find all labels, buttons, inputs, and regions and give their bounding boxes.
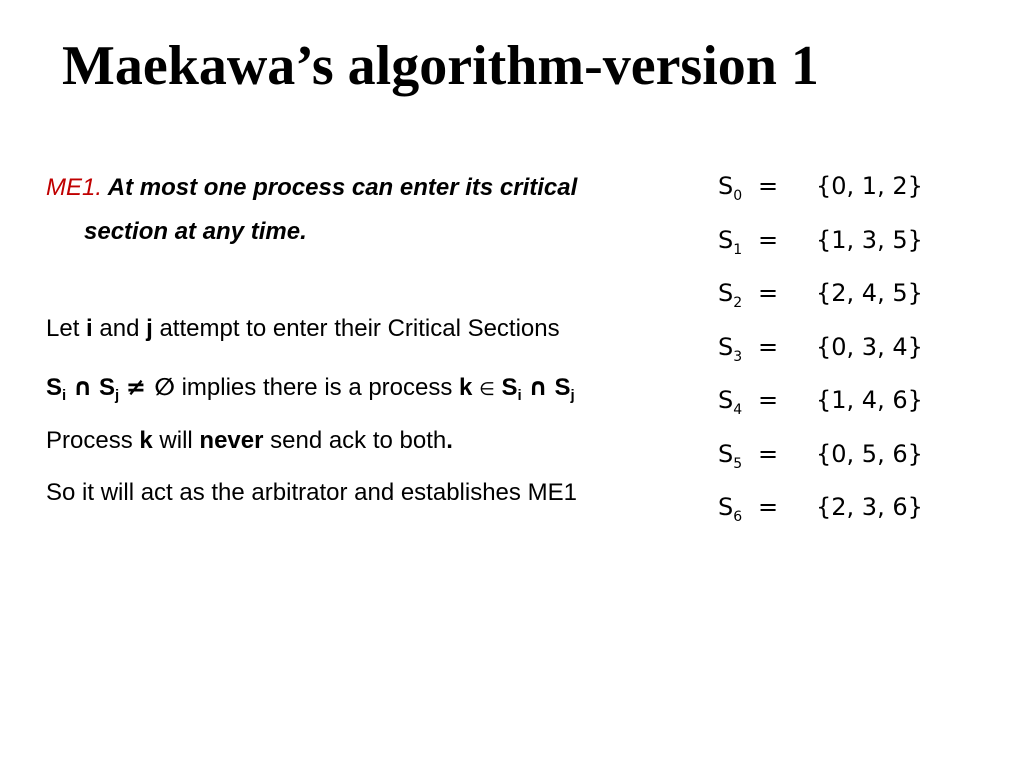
let-rest: attempt to enter their Critical Sections <box>159 315 560 342</box>
set-letter: S <box>718 172 734 200</box>
me1-statement <box>46 166 696 254</box>
intersection-rhs <box>501 373 575 404</box>
set-letter: S <box>718 439 734 468</box>
set-s-j-letter-2: S <box>554 374 571 401</box>
set-letter: S <box>718 386 734 414</box>
set-name <box>718 378 742 432</box>
me1-text-line-1: At most one process can enter its critical <box>107 174 578 201</box>
set-members: {1, 3, 5} <box>816 225 923 254</box>
set-index: 4 <box>733 402 743 418</box>
process-line <box>46 426 453 456</box>
process-word: Process <box>46 427 133 454</box>
set-name <box>718 325 742 379</box>
equals-sign: = <box>758 493 779 521</box>
set-name <box>718 271 742 325</box>
set-name <box>718 485 742 539</box>
set-letter: S <box>718 225 734 254</box>
set-name <box>718 164 742 218</box>
intersection-symbol: ∩ <box>72 373 93 401</box>
set-members: {0, 5, 6} <box>816 439 923 468</box>
set-name <box>718 432 742 486</box>
set-index: 5 <box>733 455 743 472</box>
never-word: never <box>199 427 264 454</box>
intersection-lhs <box>46 373 175 404</box>
var-k-2: k <box>139 427 153 454</box>
set-index: 3 <box>733 348 743 365</box>
me1-tag: ME1. <box>46 174 103 201</box>
me1-line-2: section at any time. <box>84 218 307 245</box>
let-line <box>46 314 560 344</box>
not-empty-symbol: ≠ ∅ <box>125 373 175 401</box>
intersection-line <box>46 372 575 411</box>
set-letter: S <box>718 332 734 361</box>
set-s-i-letter: S <box>46 374 63 401</box>
element-of-symbol: ∈ <box>479 379 495 400</box>
set-members: {0, 3, 4} <box>816 332 923 361</box>
set-name <box>718 218 742 272</box>
set-s-i-index-2: i <box>517 387 522 404</box>
will-word: will <box>159 427 193 454</box>
implies-text: implies there is a process <box>181 374 453 401</box>
set-index: 1 <box>733 241 743 258</box>
and-word: and <box>99 315 140 342</box>
set-index: 0 <box>733 188 743 204</box>
var-i: i <box>86 315 93 342</box>
process-rest: send ack to both <box>270 427 447 454</box>
equals-sign: = <box>758 332 779 361</box>
equals-sign: = <box>758 279 779 307</box>
equals-sign: = <box>758 439 779 468</box>
set-members: {0, 1, 2} <box>816 172 923 200</box>
slide-title: Maekawa’s algorithm-version 1 <box>62 35 819 97</box>
set-index: 6 <box>733 509 743 525</box>
set-letter: S <box>718 493 734 521</box>
set-s-i-index: i <box>62 387 67 404</box>
equals-sign: = <box>758 386 779 414</box>
set-members: {2, 4, 5} <box>816 279 923 307</box>
var-j: j <box>146 315 153 342</box>
set-index: 2 <box>733 295 743 311</box>
var-k: k <box>459 374 473 401</box>
set-members: {2, 3, 6} <box>816 493 923 521</box>
set-s-j-letter: S <box>99 374 116 401</box>
intersection-symbol-2: ∩ <box>528 373 548 401</box>
equals-sign: = <box>758 172 779 200</box>
equals-sign: = <box>758 225 779 254</box>
me1-line-1 <box>46 166 696 210</box>
let-word: Let <box>46 315 80 342</box>
arbitrator-line: So it will act as the arbitrator and establishes ME1 <box>46 479 577 506</box>
set-s-j-index: j <box>115 387 120 404</box>
set-s-j-index-2: j <box>570 387 575 404</box>
process-period: . <box>446 427 453 454</box>
set-s-i-letter-2: S <box>501 374 518 401</box>
set-letter: S <box>718 279 734 307</box>
set-members: {1, 4, 6} <box>816 386 923 414</box>
left-column <box>46 166 696 506</box>
